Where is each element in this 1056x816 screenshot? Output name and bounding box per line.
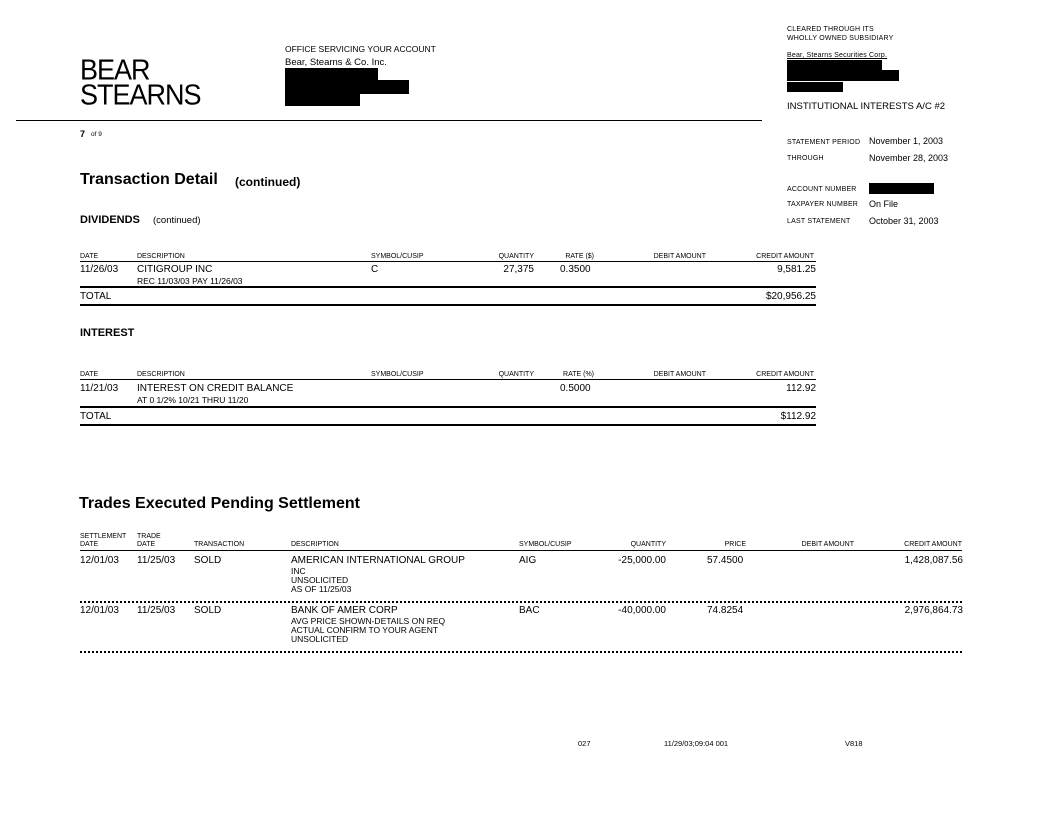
div-col-description: DESCRIPTION [137,253,185,260]
int-row-desc-2: AT 0 1/2% 10/21 THRU 11/20 [137,395,249,405]
int-total-rule-bottom [80,424,816,426]
trd-row-quantity: -25,000.00 [618,555,666,566]
period-label: STATEMENT PERIOD [787,139,861,146]
int-header-rule [80,379,816,380]
div-col-date: DATE [80,253,99,260]
account-name: INSTITUTIONAL INTERESTS A/C #2 [787,101,946,112]
int-row-credit: 112.92 [786,383,816,394]
header-rule [16,120,762,121]
int-col-quantity: QUANTITY [498,371,534,378]
page-of: of 9 [91,131,102,138]
div-row-desc: CITIGROUP INC [137,264,213,275]
redacted-address-1 [285,68,378,80]
account-number-label: ACCOUNT NUMBER [787,186,857,193]
page-number: 7 [80,129,86,139]
trd-col-price: PRICE [724,541,746,548]
div-row-rate: 0.3500 [560,264,591,275]
trd-col-transaction: TRANSACTION [194,541,245,548]
trd-col-description: DESCRIPTION [291,541,339,548]
div-row-credit: 9,581.25 [777,264,816,275]
interest-heading: INTEREST [80,327,135,339]
int-col-symbol: SYMBOL/CUSIP [371,371,424,378]
int-total-label: TOTAL [80,411,112,422]
trd-row-transaction: SOLD [194,555,222,566]
int-row-rate: 0.5000 [560,383,591,394]
redacted-clear-2 [787,70,899,81]
last-statement-label: LAST STATEMENT [787,218,851,225]
cleared-line-2: WHOLLY OWNED SUBSIDIARY [787,35,894,42]
office-name: Bear, Stearns & Co. Inc. [285,57,387,68]
trd-row-trade: 11/25/03 [137,605,176,616]
trd-row-credit: 1,428,087.56 [904,555,963,566]
trades-heading: Trades Executed Pending Settlement [79,495,360,512]
trd-row-price: 57.4500 [707,555,744,566]
trd-row-divider [80,601,962,603]
office-label: OFFICE SERVICING YOUR ACCOUNT [285,44,436,54]
trd-row-trade: 11/25/03 [137,555,176,566]
trd-row-divider [80,651,962,653]
div-header-rule [80,261,816,262]
trd-row-desc-line: UNSOLICITED [291,575,349,585]
div-total-value: $20,956.25 [765,291,816,302]
div-total-rule-bottom [80,304,816,306]
trd-col-settle-1: SETTLEMENT [80,533,127,540]
div-col-debit: DEBIT AMOUNT [653,253,706,260]
logo-line-2: STEARNS [80,79,201,111]
trd-row-symbol: AIG [519,555,537,566]
redacted-address-3 [285,94,360,106]
redacted-address-2 [285,80,409,94]
footer-version: V818 [845,739,863,748]
div-col-quantity: QUANTITY [498,253,534,260]
trd-row-desc-line: AVG PRICE SHOWN-DETAILS ON REQ [291,616,446,626]
trd-row-settle: 12/01/03 [80,555,119,566]
through-value: November 28, 2003 [869,153,949,163]
footer-code: 027 [578,739,591,748]
int-row-date: 11/21/03 [80,383,119,394]
trd-col-settle-2: DATE [80,541,99,548]
div-row-desc-2: REC 11/03/03 PAY 11/26/03 [137,276,243,286]
div-col-rate: RATE ($) [565,253,594,260]
trd-row-desc-line: UNSOLICITED [291,634,349,644]
div-row-date: 11/26/03 [80,264,119,275]
div-row-symbol: C [371,264,379,275]
trd-row-quantity: -40,000.00 [618,605,666,616]
trd-col-trade-1: TRADE [137,533,161,540]
page-title: Transaction Detail [80,171,218,188]
redacted-clear-1 [787,60,882,70]
trd-row-price: 74.8254 [707,605,744,616]
dividends-heading: DIVIDENDS [80,214,140,226]
trd-row-desc-line: AS OF 11/25/03 [291,584,352,594]
div-total-label: TOTAL [80,291,112,302]
period-value: November 1, 2003 [869,136,944,146]
footer-timestamp: 11/29/03;09:04 001 [664,739,729,748]
int-row-desc: INTEREST ON CREDIT BALANCE [137,383,294,394]
int-col-credit: CREDIT AMOUNT [756,371,814,378]
trd-row-credit: 2,976,864.73 [904,605,963,616]
int-col-debit: DEBIT AMOUNT [653,371,706,378]
title-continued: (continued) [235,175,301,189]
trd-row-transaction: SOLD [194,605,222,616]
trd-col-credit: CREDIT AMOUNT [904,541,962,548]
redacted-clear-3 [787,82,843,92]
div-col-credit: CREDIT AMOUNT [756,253,814,260]
bear-stearns-logo [80,54,201,111]
cleared-name: Bear, Stearns Securities Corp. [787,52,888,59]
int-col-date: DATE [80,371,99,378]
trd-header-rule [80,550,962,551]
trd-col-trade-2: DATE [137,541,156,548]
div-col-symbol: SYMBOL/CUSIP [371,253,424,260]
trd-row-settle: 12/01/03 [80,605,119,616]
div-total-rule-top [80,286,816,288]
int-col-rate: RATE (%) [563,371,594,378]
trd-row-desc: BANK OF AMER CORP [291,605,398,616]
trd-col-debit: DEBIT AMOUNT [801,541,854,548]
dividends-continued: (continued) [153,215,201,226]
taxpayer-label: TAXPAYER NUMBER [787,201,859,208]
taxpayer-value: On File [869,199,899,209]
trd-col-symbol: SYMBOL/CUSIP [519,541,572,548]
int-total-value: $112.92 [780,411,816,422]
last-statement-value: October 31, 2003 [869,216,939,226]
through-label: THROUGH [787,155,824,162]
int-total-rule-top [80,406,816,408]
int-col-description: DESCRIPTION [137,371,185,378]
trd-row-desc-line: INC [291,566,306,576]
div-row-quantity: 27,375 [503,264,534,275]
trd-row-desc-line: ACTUAL CONFIRM TO YOUR AGENT [291,625,439,635]
cleared-line-1: CLEARED THROUGH ITS [787,26,874,33]
trd-row-symbol: BAC [519,605,540,616]
trd-col-quantity: QUANTITY [630,541,666,548]
redacted-account-number [869,183,934,194]
logo-line-1: BEAR [80,54,150,86]
trd-row-desc: AMERICAN INTERNATIONAL GROUP [291,555,465,566]
